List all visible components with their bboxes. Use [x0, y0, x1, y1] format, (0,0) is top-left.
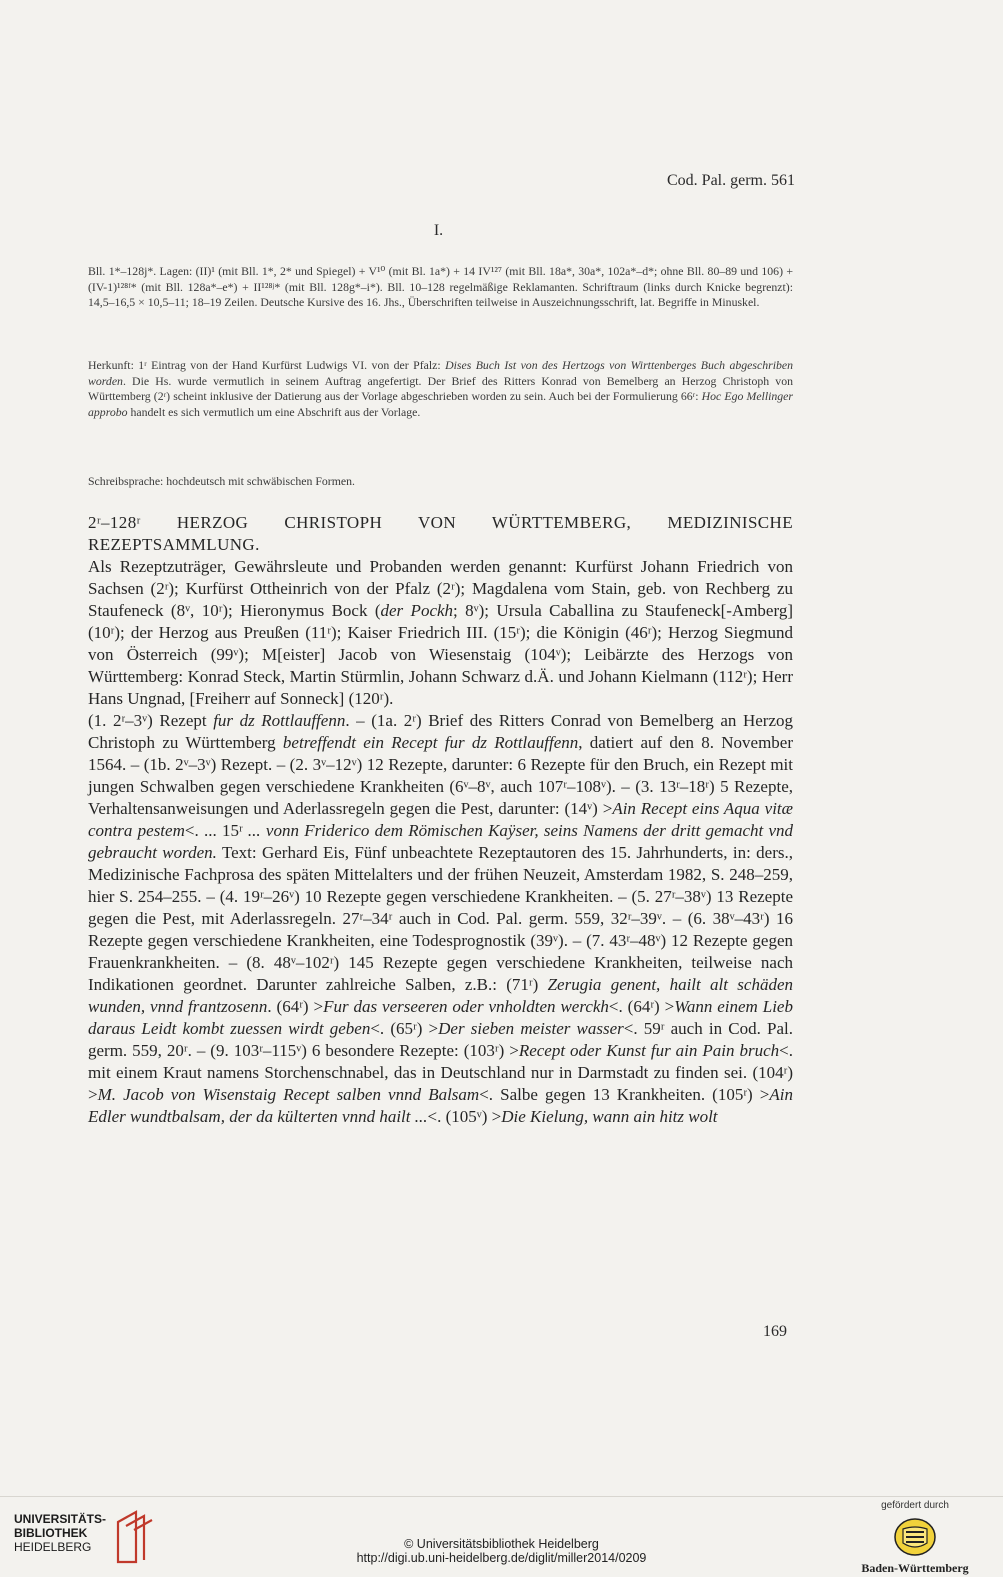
text-run: Text: Gerhard Eis, Fünf unbeachtete Rezeptautoren des 15. Jahrhunderts, in: ders., Medizinische Fachprosa des späten Mittelalters und der frühen Neuzeit, Amsterdam 1982, S. 248–259, hier S. 254–255. – (4. 19ʳ–26ᵛ) 10 Rezepte gegen verschiedene Krankheiten. – (5. 27ʳ–38ᵛ) 13 Rezepte gegen die Pest, mit Aderlassregeln. 27ʳ–34ʳ auch in Cod. Pal. germ. 559, 32ʳ–39ᵛ. – (6. 38ᵛ–43ʳ) 16 Rezepte gegen verschiedene Krankheiten, eine Todesprognostik (39ᵛ). – (7. 43ʳ–48ᵛ) 12 Rezepte gegen Frauenkrankheiten. – (8. 48ᵛ–102ʳ) 145 Rezepte gegen verschiedene Krankheiten, teilweise nach Indikationen geordnet. Darunter zahlreiche Salben, z.B.: (71ʳ): [88, 843, 793, 994]
contents-paragraph: [88, 710, 793, 1128]
state-name: Baden-Württemberg: [861, 1561, 969, 1575]
text-run: . (64ʳ) >: [267, 997, 324, 1016]
text-run: ; 8ᵛ); Ursula Caballina zu Staufeneck[-Amberg] (10ʳ); der Herzog aus Preußen (11ʳ); Kaiser Friedrich III. (15ʳ); die Königin (46ʳ); Herzog Siegmund von Österreich (99ᵛ); M[eister] Jacob von Wiesenstaig (104ᵛ); Leibärzte des Herzogs von Württemberg: Konrad Steck, Martin Stürmlin, Johann Schwarz d.Ä. und Johann Kielmann (112ʳ); Herr Hans Ungnad, [Freiherr auf Sonneck] (120ʳ).: [88, 601, 793, 708]
footer-divider: [0, 1496, 1003, 1497]
codicological-description: Bll. 1*–128j*. Lagen: (II)¹ (mit Bll. 1*, 2* und Spiegel) + V¹⁰ (mit Bl. 1a*) + 14 IV¹²⁷ (mit Bll. 18a*, 30a*, 102a*–d*; ohne Bll. 80–89 und 106) + (IV-1)¹²⁸ᶠ* (mit Bll. 128a*–e*) + II¹²⁸ʲ* (mit Bll. 128g*–i*). Bll. 10–128 regelmäßige Reklamanten. Schriftraum (links durch Knicke begrenzt): 14,5–16,5 × 10,5–11; 18–19 Zeilen. Deutsche Kursive des 16. Jhs., Überschriften teilweise in Auszeichnungsschrift, lat. Begriffe in Minuskel.: [88, 264, 793, 310]
italic-run: Ain Recept eins Aqua vitæ contra pestem: [88, 799, 793, 840]
heading-title: HERZOG CHRISTOPH VON WÜRTTEMBERG, MEDIZINISCHE REZEPTSAMMLUNG.: [88, 513, 793, 554]
provenance-quote: Hoc Ego Mellinger approbo: [88, 389, 794, 419]
provenance-text: Herkunft: 1ʳ Eintrag von der Hand Kurfürst Ludwigs VI. von der Pfalz:: [88, 358, 446, 372]
text-run: <. 59ʳ auch in Cod. Pal. germ. 559, 20ʳ. – (9. 103ʳ–115ᵛ) 6 besondere Rezepte: (103ʳ) >: [88, 1019, 793, 1060]
content-description: [88, 512, 793, 1128]
scribal-language: Schreibsprache: hochdeutsch mit schwäbischen Formen.: [88, 474, 355, 488]
italic-run: Zerugia genent, hailt alt schäden wunden, vnnd frantzosenn: [88, 975, 793, 1016]
shelfmark: Cod. Pal. germ. 561: [667, 172, 795, 189]
italic-run: Ain Edler wundtbalsam, der da külterten vnnd hailt ...: [88, 1085, 793, 1126]
text-run: <. (105ᵛ) >: [427, 1107, 502, 1126]
copyright-text: © Universitätsbibliothek Heidelberg: [404, 1537, 599, 1551]
italic-run: Wann einem Lieb daraus Leidt kombt zuessen wirdt geben: [88, 997, 793, 1038]
text-run: <. (64ʳ) >: [608, 997, 675, 1016]
provenance-text: handelt es sich vermutlich um eine Abschrift aus der Vorlage.: [127, 404, 421, 419]
library-name-line: UNIVERSITÄTS-: [14, 1512, 107, 1526]
italic-run: Recept oder Kunst fur ain Pain bruch: [518, 1041, 780, 1060]
content-heading: [88, 512, 793, 556]
text-run: <. (65ʳ) >: [370, 1019, 439, 1038]
funding-notice: [845, 1500, 985, 1576]
permalink[interactable]: http://digi.ub.uni-heidelberg.de/diglit/miller2014/0209: [356, 1551, 647, 1565]
text-run: <. Salbe gegen 13 Krankheiten. (105ʳ) >: [479, 1085, 770, 1104]
library-name-line: HEIDELBERG: [14, 1540, 92, 1554]
provenance-text: . Die Hs. wurde vermutlich in seinem Auftrag angefertigt. Der Brief des Ritters Konrad von Bemelberg an Herzog Christoph von Württemberg (2ʳ) scheint inklusive der Datierung aus der Vorlage abgeschrieben worden zu sein. Auch bei der Formulierung 66ʳ:: [88, 373, 793, 404]
text-run: <. ... 15ʳ: [184, 821, 248, 840]
section-numeral: I.: [433, 222, 444, 239]
text-run: , datiert auf den 8. November 1564. – (1b. 2ᵛ–3ᵛ) Rezept. – (2. 3ᵛ–12ᵛ) 12 Rezepte, darunter: 6 Rezepte für den Bruch, ein Rezept mit jungen Schwalben gegen verschiedene Krankheiten (6ᵛ–8ᵛ, auch 107ʳ–108ᵛ). – (3. 13ʳ–18ʳ) 5 Rezepte, Verhaltensanweisungen und Aderlassregeln gegen die Pest, darunter: (14ᵛ) >: [88, 733, 794, 818]
italic-run: fur dz Rottlauffenn: [213, 711, 346, 730]
italic-run: M. Jacob von Wisenstaig Recept salben vnnd Balsam: [97, 1085, 480, 1104]
italic-run: betreffendt ein Recept fur dz Rottlauffenn: [282, 733, 579, 752]
library-name-line: BIBLIOTHEK: [14, 1526, 88, 1540]
text-run: (1. 2ʳ–3ᵛ) Rezept: [88, 711, 214, 730]
italic-run: Fur das verseeren oder vnholdten werckh: [323, 997, 609, 1016]
text-run: . – (1a. 2ʳ) Brief des Ritters Conrad von Bemelberg an Herzog Christoph zu Württemberg: [88, 711, 794, 752]
page-number: 169: [763, 1323, 787, 1340]
italic-run: Die Kielung, wann ain hitz wolt: [501, 1107, 718, 1126]
italic-run: der Pockh: [380, 601, 454, 620]
italic-run: ... vonn Friderico dem Römischen Kaÿser, seins Namens der dritt gemacht vnd gebraucht worden.: [88, 821, 794, 862]
provenance: [88, 358, 793, 420]
text-run: Als Rezeptzuträger, Gewährsleute und Probanden werden genannt: Kurfürst Johann Friedrich von Sachsen (2ʳ); Kurfürst Ottheinrich von der Pfalz (2ʳ); Magdalena vom Stain, geb. von Rechberg zu Staufeneck (8ᵛ, 10ʳ); Hieronymus Bock (: [88, 557, 793, 620]
funded-label: gefördert durch: [881, 1500, 949, 1511]
contributors-paragraph: [88, 556, 793, 710]
italic-run: Der sieben meister wasser: [438, 1019, 624, 1038]
heading-folio: 2ʳ–128ʳ: [88, 513, 141, 532]
text-run: <. mit einem Kraut namens Storchenschnabel, das in Deutschland nur in Darmstadt zu finden sei. (104ʳ) >: [88, 1041, 793, 1104]
provenance-quote: Dises Buch Ist von des Hertzogs von Wirttenberges Buch abgeschriben worden: [88, 358, 794, 388]
state-crest-icon: [893, 1515, 937, 1559]
